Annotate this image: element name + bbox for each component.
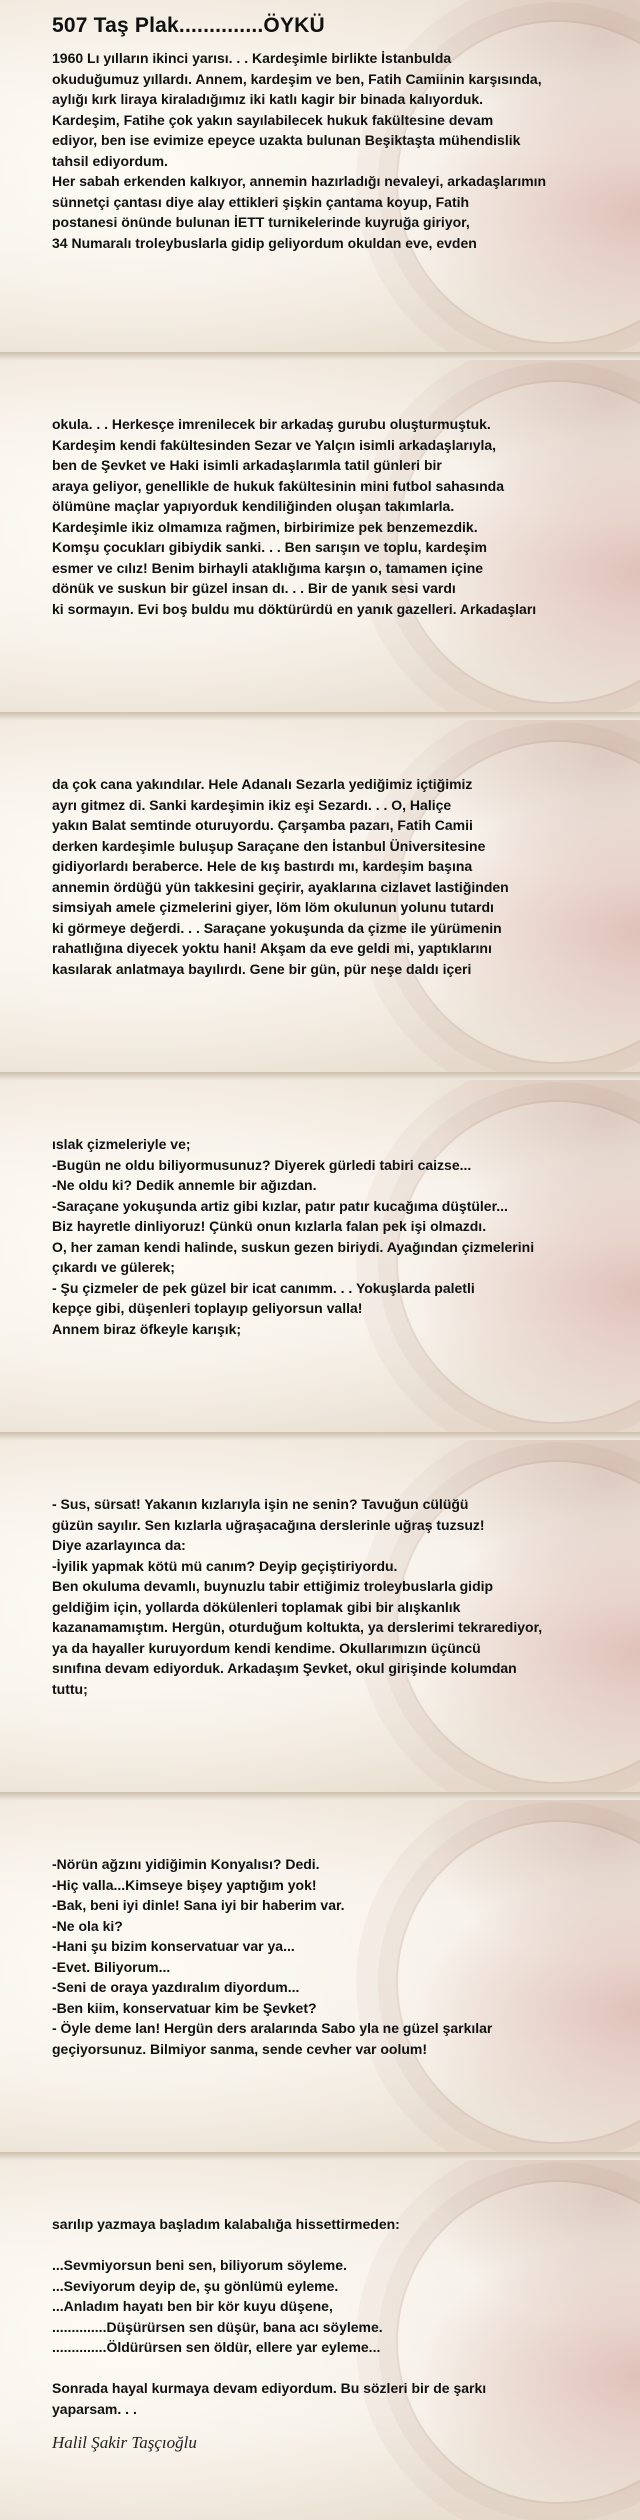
text-line: -Ben kiim, konservatuar kim be Şevket? [52, 1999, 317, 2016]
story-panel-3 [0, 720, 640, 1072]
story-panel-1 [0, 0, 640, 352]
text-line: - Şu çizmeler de pek güzel bir icat canımm. . . Yokuşlarda paletli [52, 1279, 475, 1296]
paragraph-5 [52, 1494, 640, 1699]
text-line: 1960 Lı yılların ikinci yarısı. . . Kardeşimle birlikte İstanbulda [52, 50, 452, 66]
text-line: -İyilik yapmak kötü mü canım? Deyip geçiştiriyordu. [52, 1557, 398, 1574]
text-line: ki sormayın. Evi boş buldu mu döktürürdü en yanık gazelleri. Arkadaşları [52, 600, 537, 617]
text-line: ediyor, ben ise evimize epeyce uzakta bulunan Beşiktaşta mühendislik [52, 132, 521, 148]
text-line: Biz hayretle dinliyoruz! Çünkü onun kızlarla falan pek işi olmazdı. [52, 1218, 487, 1234]
text-line: -Bak, beni iyi dinle! Sana iyi bir haberim var. [52, 1897, 345, 1913]
text-line: ayrı gitmez di. Sanki kardeşimin ikiz eşi Sezardı. . . O, Haliçe [52, 796, 452, 813]
text-line: geldiğim için, yollarda dökülenleri toplamak gibi bir alışkanlık [52, 1598, 461, 1615]
panel-separator [0, 1432, 640, 1440]
text-line: güzün sayılır. Sen kızlarla uğraşacağına derslerinle uğraş tuzsuz! [52, 1516, 485, 1533]
text-line [52, 2358, 624, 2379]
text-line: çıkardı ve gülerek; [52, 1259, 175, 1275]
text-line: dönük ve suskun bir güzel insan dı. . . Bir de yanık sesi vardı [52, 580, 456, 596]
text-line: Her sabah erkenden kalkıyor, annemin hazırladığı nevaleyi, arkadaşlarımın [52, 173, 547, 189]
panel-separator [0, 1072, 640, 1080]
story-panel-4 [0, 1080, 640, 1432]
text-line: rahatlığına diyecek yoktu hani! Akşam da eve geldi mi, yaptıklarını [52, 940, 492, 956]
text-line: ki görmeye değerdi. . . Saraçane yokuşunda da çizme ile yürümenin [52, 919, 502, 936]
text-line: Kardeşim kendi fakültesinden Sezar ve Yalçın isimli arkadaşlarıyla, [52, 436, 497, 453]
text-line: -Ne oldu ki? Dedik annemle bir ağızdan. [52, 1177, 317, 1193]
text-line: araya geliyor, genellikle de hukuk fakültesinin mini futbol sahasında [52, 477, 505, 494]
paragraph-3 [52, 774, 640, 979]
text-line: geçiyorsunuz. Bilmiyor sanma, sende cevher var oolum! [52, 2040, 428, 2057]
text-line: postanesi önünde bulunan İETT turnikelerinde kuyruğa giriyor, [52, 214, 470, 230]
text-line: O, her zaman kendi halinde, suskun gezen biriydi. Ayağından çizmelerini [52, 1238, 535, 1255]
text-line: tuttu; [52, 1680, 88, 1697]
story-panel-7 [0, 2160, 640, 2520]
text-line: Sonrada hayal kurmaya devam ediyordum. Bu sözleri bir de şarkı [52, 2380, 487, 2396]
text-line: -Ne ola ki? [52, 1917, 123, 1934]
text-line: Komşu çocukları gibiydik sanki. . . Ben sarışın ve toplu, kardeşim [52, 539, 487, 555]
text-line: ...Seviyorum deyip de, şu gönlümü eyleme. [52, 2277, 339, 2294]
author-signature: Halil Şakir Taşçıoğlu [52, 2433, 197, 2452]
text-line: ..............Düşürürsen sen düşür, bana acı söyleme. [52, 2318, 383, 2335]
paragraph-7 [52, 2214, 640, 2419]
text-line: -Evet. Biliyorum... [52, 1958, 171, 1975]
text-line: ya da hayaller kuruyordum kendi kendime. Okullarımızın üçüncü [52, 1639, 481, 1656]
text-line: simsiyah amele çizmelerini giyer, löm löm okulunun yolunu tutardı [52, 899, 494, 915]
text-line: ...Sevmiyorsun beni sen, biliyorum söyleme. [52, 2257, 347, 2273]
story-panel-5 [0, 1440, 640, 1792]
text-line: 34 Numaralı troleybuslarla gidip geliyordum okuldan eve, evden [52, 234, 477, 251]
text-line: okuduğumuz yıllardı. Annem, kardeşim ve ben, Fatih Camiinin karşısında, [52, 70, 542, 87]
text-line: yaparsam. . . [52, 2400, 137, 2417]
text-line: -Saraçane yokuşunda artiz gibi kızlar, patır patır kucağıma düştüler... [52, 1197, 508, 1214]
text-line: kepçe gibi, düşenleri toplayıp geliyorsun valla! [52, 1300, 363, 1316]
text-line: ıslak çizmeleriyle ve; [52, 1136, 191, 1152]
text-line: Annem biraz öfkeyle karışık; [52, 1320, 242, 1337]
text-line: Kardeşim, Fatihe çok yakın sayılabilecek hukuk fakültesine devam [52, 111, 494, 128]
text-line: tahsil ediyordum. [52, 152, 168, 169]
paragraph-6 [52, 1854, 640, 2059]
text-line: esmer ve cılız! Benim birhayli ataklığıma karşın o, tamamen içine [52, 559, 484, 576]
text-line: - Sus, sürsat! Yakanın kızlarıyla işin ne senin? Tavuğun cülüğü [52, 1496, 469, 1512]
text-line: okula. . . Herkesçe imrenilecek bir arkadaş gurubu oluşturmuştuk. [52, 416, 491, 432]
paragraph-2 [52, 414, 640, 619]
text-line: ..............Öldürürsen sen öldür, ellere yar eyleme... [52, 2339, 381, 2355]
panel-separator [0, 712, 640, 720]
text-line: -Hiç valla...Kimseye bişey yaptığım yok! [52, 1876, 317, 1893]
text-line: -Nörün ağzını yidiğimin Konyalısı? Dedi. [52, 1856, 320, 1872]
text-line: aylığı kırk liraya kiraladığımız iki katlı kagir bir binada kalıyorduk. [52, 91, 484, 107]
story-title: 507 Taş Plak..............ÖYKÜ [52, 14, 325, 37]
story-panel-2 [0, 360, 640, 712]
panel-separator [0, 1792, 640, 1800]
text-line: sarılıp yazmaya başladım kalabalığa hissettirmeden: [52, 2216, 400, 2232]
text-line: gidiyorlardı beraberce. Hele de kış bastırdı mı, kardeşim başına [52, 858, 473, 874]
paragraph-4 [52, 1134, 640, 1339]
text-line: ölümüne maçlar yapıyorduk kendiliğinden oluşan takımlarla. [52, 498, 455, 514]
paragraph-1 [52, 48, 640, 253]
text-line: - Öyle deme lan! Hergün ders aralarında Sabo yla ne güzel şarkılar [52, 2020, 493, 2036]
text-line: annemin ördüğü yün takkesini geçirir, ayaklarına cizlavet lastiğinden [52, 878, 509, 895]
text-line: Ben okuluma devamlı, buynuzlu tabir ettiğimiz troleybuslarla gidip [52, 1578, 494, 1594]
text-line: -Bugün ne oldu biliyormusunuz? Diyerek gürledi tabiri caizse... [52, 1156, 472, 1173]
text-line: derken kardeşimle buluşup Saraçane den İstanbul Üniversitesine [52, 837, 486, 854]
text-line: sünnetçi çantası diye alay ettikleri şişkin çantama koyup, Fatih [52, 193, 470, 210]
panel-separator [0, 352, 640, 360]
text-line: sınıfına devam ediyorduk. Arkadaşım Şevket, okul girişinde kolumdan [52, 1660, 517, 1676]
panel-separator [0, 2152, 640, 2160]
text-line: ...Anladım hayatı ben bir kör kuyu düşene, [52, 2298, 333, 2314]
text-line: kasılarak anlatmaya bayılırdı. Gene bir gün, pür neşe daldı içeri [52, 960, 472, 977]
text-line: ben de Şevket ve Haki isimli arkadaşlarımla tatil günleri bir [52, 457, 442, 473]
text-line: yakın Balat semtinde oturuyordu. Çarşamba pazarı, Fatih Camii [52, 817, 473, 833]
text-line: kazanamamıştım. Hergün, oturduğum koltukta, ya derslerimi tekrarediyor, [52, 1619, 543, 1635]
text-line: -Hani şu bizim konservatuar var ya... [52, 1938, 295, 1954]
text-line [52, 2235, 624, 2256]
text-line: da çok cana yakındılar. Hele Adanalı Sezarla yediğimiz içtiğimiz [52, 776, 473, 792]
text-line: Kardeşimle ikiz olmamıza rağmen, birbirimize pek benzemezdik. [52, 518, 478, 535]
text-line: -Seni de oraya yazdıralım diyordum... [52, 1979, 300, 1995]
story-panel-6 [0, 1800, 640, 2152]
text-line: Diye azarlayınca da: [52, 1537, 186, 1553]
